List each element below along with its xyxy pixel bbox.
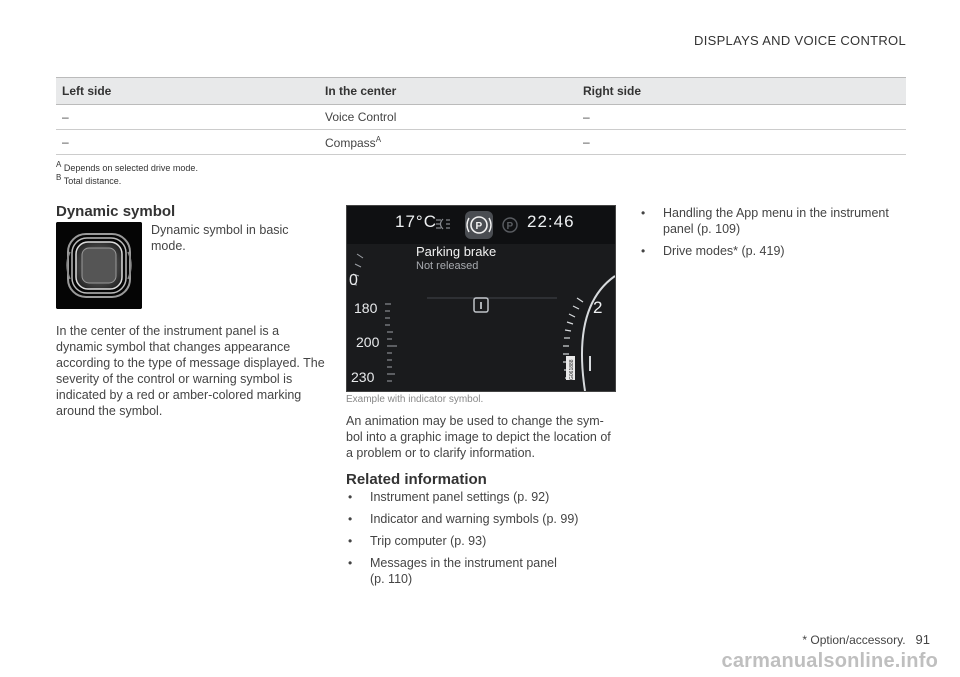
speed-tick-label: 0 [349,272,358,289]
message-title: Parking brake [416,244,497,259]
footnote [56,173,198,186]
section-header-title: DISPLAYS AND VOICE CONTROL [694,33,906,48]
related-link-text[interactable]: Trip computer (p. 93) [370,534,487,548]
table-header-center: In the center [319,78,577,105]
dynamic-symbol-heading: Dynamic symbol [56,203,176,220]
image-code: G061888 [569,359,575,380]
bullet: • [348,490,353,504]
related-link[interactable] [346,489,616,505]
related-information-heading: Related information [346,471,487,488]
table-header-row [56,78,906,105]
footnote-ref: A [375,134,382,144]
svg-text:P: P [475,221,483,232]
bullet: • [641,244,646,258]
table-header-right: Right side [577,78,906,105]
related-link[interactable] [346,511,616,527]
page-footer [802,632,930,647]
related-link-text[interactable]: Messages in the instrument panel (p. 110) [370,556,557,586]
dynamic-symbol-body: In the center of the instrument panel is a dynamic symbol that changes appearance according to the type of message displayed. The severity of the control or warning symbol is indicated by a red or amber-colored marking around the symbol. [56,324,325,418]
cell-text: Compass [325,135,376,150]
related-information-list-continued [639,205,909,265]
table-cell-right: – [577,105,906,130]
clock-readout: 22:46 [527,212,575,231]
message-subtitle: Not released [416,260,479,272]
speed-tick-label: 200 [356,334,380,350]
page-number: 91 [915,632,930,647]
footnote [56,160,198,173]
footnote-mark: A [56,160,62,169]
dynamic-symbol-caption: Dynamic symbol in basic mode. [151,223,289,253]
dynamic-symbol-icon [56,222,142,309]
related-link[interactable] [639,205,909,237]
related-link-text[interactable]: Drive modes* (p. 419) [663,244,785,258]
related-link-text[interactable]: Instrument panel settings (p. 92) [370,490,550,504]
rpm-tick-label: 2 [593,298,603,317]
related-link[interactable] [346,533,616,549]
related-link-text[interactable]: Indicator and warning symbols (p. 99) [370,512,579,526]
instrument-panel-figure [346,205,616,392]
table-footnotes [56,160,198,186]
footnote-text: Total distance. [63,176,122,186]
display-position-table [56,77,906,155]
table-row [56,130,906,155]
related-link[interactable] [639,243,909,259]
footnote-text: Depends on selected drive mode. [63,163,198,173]
related-information-list [346,489,616,593]
table-header-left: Left side [56,78,319,105]
animation-paragraph: An animation may be used to change the sym-bol into a graphic image to depict the location of a problem or to clarify information. [346,414,611,460]
footnote-mark: B [56,173,62,182]
table-cell-center [319,105,577,130]
figure-caption: Example with indicator symbol. [346,394,484,405]
table-cell-left: – [56,105,319,130]
table-cell-center [319,130,577,155]
table-row [56,105,906,130]
dynamic-symbol-image [56,222,142,309]
bullet: • [348,534,353,548]
table-cell-left: – [56,130,319,155]
bullet: • [641,206,646,220]
option-accessory-note: * Option/accessory. [802,633,906,647]
speed-tick-label: 230 [351,369,375,385]
svg-text:P: P [506,221,514,232]
bullet: • [348,512,353,526]
temperature-readout: 17°C [395,212,437,231]
watermark: carmanualsonline.info [721,650,938,672]
speed-tick-label: 180 [354,300,378,316]
cell-text: Voice Control [325,110,397,124]
related-link-text[interactable]: Handling the App menu in the instrument panel (p. 109) [663,206,889,236]
parking-brake-icon [465,211,493,239]
related-link[interactable] [346,555,570,587]
bullet: • [348,556,353,570]
table-cell-right: – [577,130,906,155]
